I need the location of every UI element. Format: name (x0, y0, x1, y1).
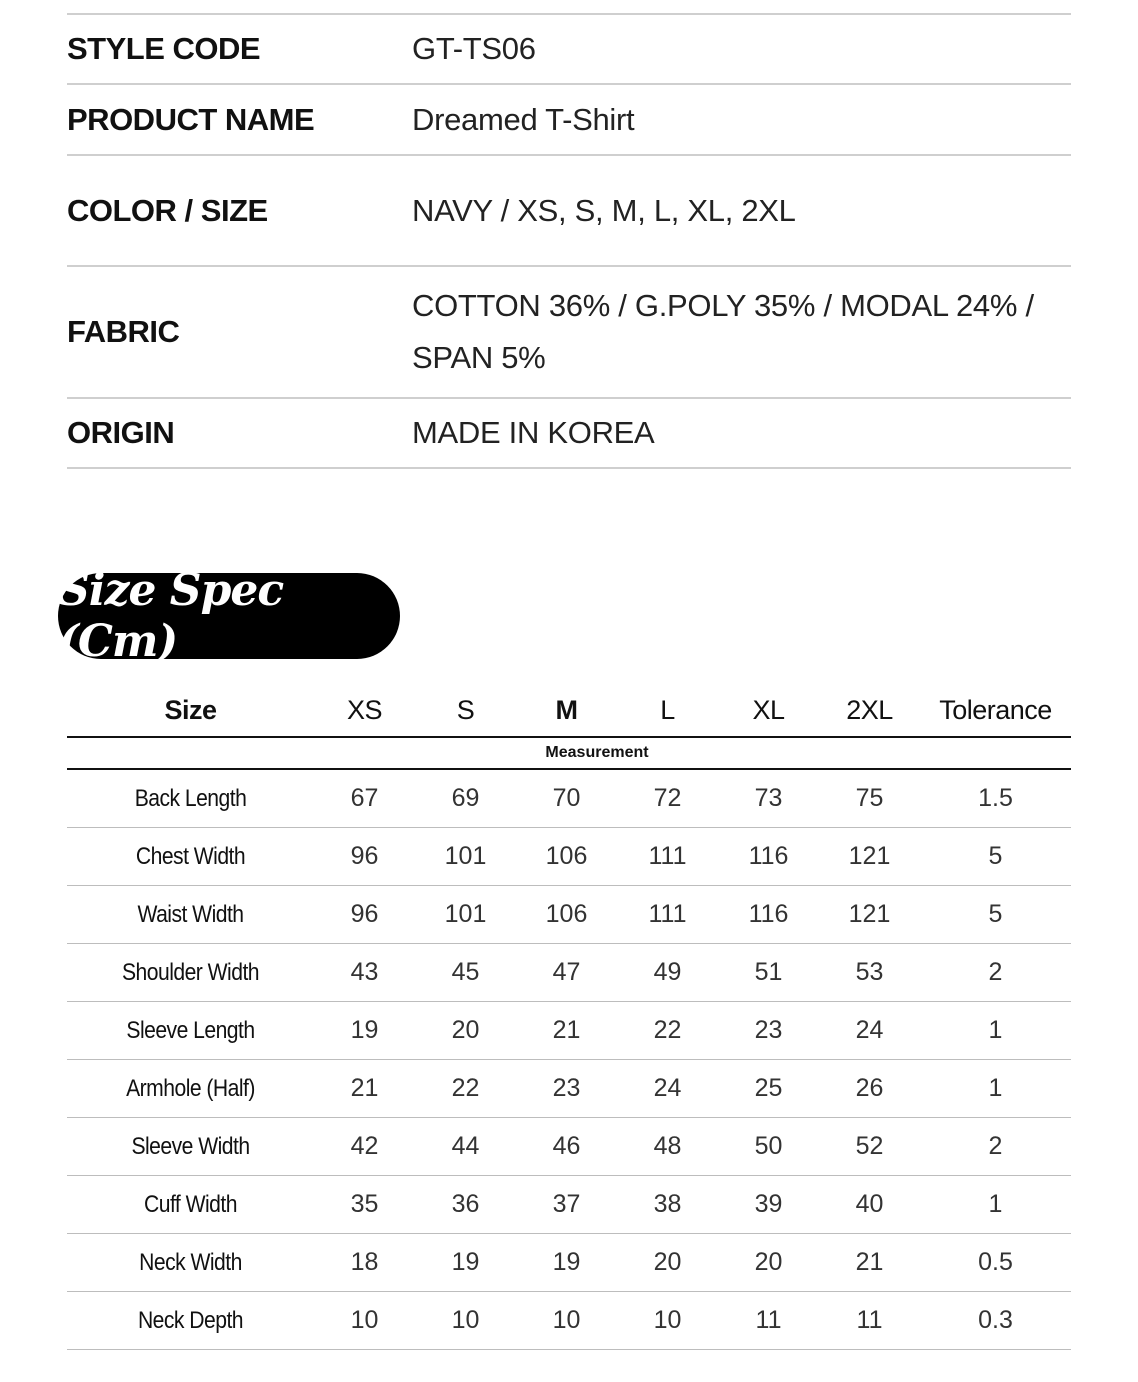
measurement-cell: 24 (653, 1074, 682, 1102)
info-row-origin (67, 399, 1071, 469)
size-spec-badge (58, 565, 400, 667)
measurement-cell: 75 (855, 784, 884, 812)
header-s: S (456, 694, 475, 725)
measurement-cell: 52 (855, 1132, 884, 1160)
measurement-cell: 10 (451, 1306, 480, 1334)
measurement-cell: 70 (552, 784, 581, 812)
measurement-cell: 25 (754, 1074, 783, 1102)
table-row (67, 1234, 1071, 1292)
measurement-cell: 21 (350, 1074, 379, 1102)
measurement-cell: 48 (653, 1132, 682, 1160)
measurement-cell: 49 (653, 958, 682, 986)
measurement-cell: 20 (653, 1248, 682, 1276)
header-xl: XL (752, 694, 785, 725)
measurement-cell: 21 (855, 1248, 884, 1276)
measurement-cell: 37 (552, 1190, 581, 1218)
measurement-cell: 96 (350, 842, 379, 870)
info-value: NAVY / XS, S, M, L, XL, 2XL (412, 192, 796, 228)
measurement-cell: 21 (552, 1016, 581, 1044)
measurement-cell: 111 (648, 900, 687, 928)
size-spec-table (67, 684, 1071, 1350)
measurement-cell: 43 (350, 958, 379, 986)
measurement-cell: 19 (552, 1248, 581, 1276)
info-row-style-code (67, 15, 1071, 85)
measurement-cell: 10 (653, 1306, 682, 1334)
table-row (67, 1292, 1071, 1350)
measurement-cell: 72 (653, 784, 682, 812)
measurement-cell: 73 (754, 784, 783, 812)
measurement-cell: 116 (748, 842, 789, 870)
measurement-cell: 11 (856, 1306, 883, 1334)
product-info-table (67, 13, 1071, 469)
table-row (67, 944, 1071, 1002)
measurement-cell: 10 (350, 1306, 379, 1334)
measurement-cell: 38 (653, 1190, 682, 1218)
measurement-cell: 121 (848, 842, 891, 870)
measurement-cell: 47 (552, 958, 581, 986)
measurement-cell: 101 (444, 900, 487, 928)
info-label: COLOR / SIZE (67, 192, 268, 228)
table-row (67, 886, 1071, 944)
measurement-label: Measurement (545, 744, 649, 761)
measurement-cell: 101 (444, 842, 487, 870)
measurement-cell: 116 (748, 900, 789, 928)
header-2xl: 2XL (846, 694, 893, 725)
info-label: STYLE CODE (67, 31, 261, 66)
measurement-cell: 20 (451, 1016, 480, 1044)
measurement-cell: 19 (350, 1016, 379, 1044)
tolerance-cell: 1.5 (978, 784, 1013, 812)
spec-subheader-row (67, 738, 1071, 770)
info-value: Dreamed T-Shirt (412, 101, 635, 137)
spec-header-row (67, 684, 1071, 738)
measurement-cell: 45 (451, 958, 480, 986)
row-label: Sleeve Width (131, 1132, 250, 1160)
table-row (67, 1060, 1071, 1118)
measurement-cell: 69 (451, 784, 480, 812)
measurement-cell: 22 (451, 1074, 480, 1102)
tolerance-cell: 2 (988, 958, 1003, 986)
measurement-cell: 121 (848, 900, 891, 928)
table-row (67, 1176, 1071, 1234)
tolerance-cell: 1 (988, 1074, 1003, 1102)
header-m: M (555, 694, 578, 725)
measurement-cell: 23 (552, 1074, 581, 1102)
row-label: Armhole (Half) (126, 1074, 255, 1102)
table-row (67, 1002, 1071, 1060)
measurement-cell: 51 (754, 958, 783, 986)
tolerance-cell: 1 (988, 1016, 1003, 1044)
info-label: FABRIC (67, 314, 180, 349)
row-label: Chest Width (135, 842, 246, 870)
measurement-cell: 26 (855, 1074, 884, 1102)
measurement-cell: 20 (754, 1248, 783, 1276)
row-label: Waist Width (137, 900, 244, 928)
measurement-cell: 44 (451, 1132, 480, 1160)
measurement-cell: 11 (755, 1306, 782, 1334)
measurement-cell: 50 (754, 1132, 783, 1160)
table-row (67, 828, 1071, 886)
info-row-product-name (67, 85, 1071, 156)
tolerance-cell: 1 (988, 1190, 1003, 1218)
row-label: Back Length (134, 784, 247, 812)
tolerance-cell: 0.3 (978, 1306, 1013, 1334)
measurement-cell: 10 (552, 1306, 581, 1334)
tolerance-cell: 5 (988, 842, 1003, 870)
spec-body (67, 770, 1071, 1350)
info-value: COTTON 36% / G.POLY 35% / MODAL 24% / SPAN 5% (412, 288, 1034, 375)
row-label: Neck Depth (137, 1306, 244, 1334)
measurement-cell: 39 (754, 1190, 783, 1218)
measurement-cell: 106 (545, 900, 588, 928)
measurement-cell: 46 (552, 1132, 581, 1160)
measurement-cell: 24 (855, 1016, 884, 1044)
row-label: Cuff Width (144, 1190, 237, 1218)
header-tolerance: Tolerance (939, 694, 1052, 725)
measurement-cell: 67 (350, 784, 379, 812)
tolerance-cell: 2 (988, 1132, 1003, 1160)
table-row (67, 1118, 1071, 1176)
measurement-cell: 19 (451, 1248, 480, 1276)
header-l: L (660, 694, 675, 725)
info-value: MADE IN KOREA (412, 415, 655, 450)
measurement-cell: 36 (451, 1190, 480, 1218)
measurement-cell: 42 (350, 1132, 379, 1160)
measurement-cell: 106 (545, 842, 588, 870)
header-xs: XS (346, 694, 383, 725)
row-label: Neck Width (139, 1248, 242, 1276)
tolerance-cell: 0.5 (978, 1248, 1013, 1276)
measurement-cell: 53 (855, 958, 884, 986)
measurement-cell: 18 (350, 1248, 379, 1276)
info-label: ORIGIN (67, 415, 175, 450)
info-row-fabric (67, 267, 1071, 399)
size-spec-title: Size Spec (Cm) (58, 565, 284, 667)
header-size: Size (164, 694, 217, 725)
measurement-cell: 22 (653, 1016, 682, 1044)
measurement-cell: 111 (648, 842, 687, 870)
table-row (67, 770, 1071, 828)
tolerance-cell: 5 (988, 900, 1003, 928)
measurement-cell: 23 (754, 1016, 783, 1044)
row-label: Sleeve Length (126, 1016, 255, 1044)
row-label: Shoulder Width (121, 958, 260, 986)
measurement-cell: 35 (350, 1190, 379, 1218)
info-row-color-size (67, 156, 1071, 267)
measurement-cell: 96 (350, 900, 379, 928)
info-value: GT-TS06 (412, 31, 536, 66)
info-label: PRODUCT NAME (67, 101, 315, 137)
measurement-cell: 40 (855, 1190, 884, 1218)
